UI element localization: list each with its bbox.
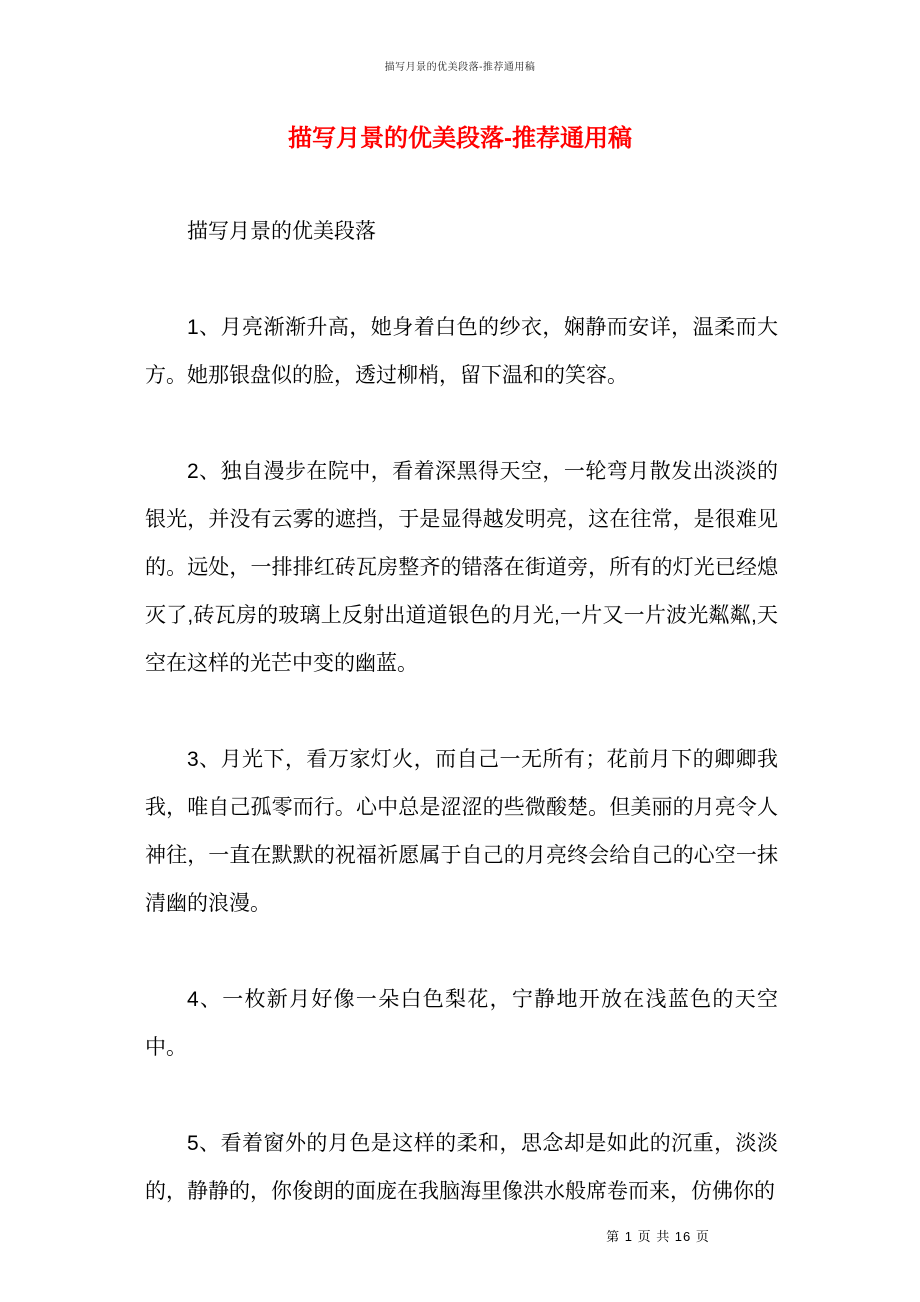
page-number-indicator: 第 1 页 共 16 页 [606,1229,710,1244]
paragraph-item-1: 1、月亮渐渐升高，她身着白色的纱衣，娴静而安详，温柔而大方。她那银盘似的脸，透过柳梢，留下温和的笑容。 [145,316,778,387]
document-body [145,208,778,1264]
paragraph-item-3: 3、月光下，看万家灯火，而自己一无所有；花前月下的卿卿我我，唯自己孤零而行。心中总是涩涩的些微酸楚。但美丽的月亮令人神往，一直在默默的祝福祈愿属于自己的月亮终会给自己的心空一抹清幽的浪漫。 [145,748,778,915]
paragraph-item-2: 2、独自漫步在院中，看着深黑得天空，一轮弯月散发出淡淡的银光，并没有云雾的遮挡，于是显得越发明亮，这在往常，是很难见的。远处，一排排红砖瓦房整齐的错落在街道旁，所有的灯光已经熄灭了,砖瓦房的玻璃上反射出道道银色的月光,一片又一片波光粼粼,天空在这样的光芒中变的幽蓝。 [145,460,778,675]
document-title: 描写月景的优美段落-推荐通用稿 [288,125,632,152]
paragraph-item-4: 4、一枚新月好像一朵白色梨花，宁静地开放在浅蓝色的天空中。 [145,988,778,1059]
page-footer [0,1226,920,1245]
paragraph-intro: 描写月景的优美段落 [187,220,376,243]
paragraph-item-5: 5、看着窗外的月色是这样的柔和，思念却是如此的沉重，淡淡的，静静的，你俊朗的面庞在我脑海里像洪水般席卷而来，仿佛你的 [145,1132,778,1203]
page-header-running-title: 描写月景的优美段落-推荐通用稿 [384,62,536,73]
